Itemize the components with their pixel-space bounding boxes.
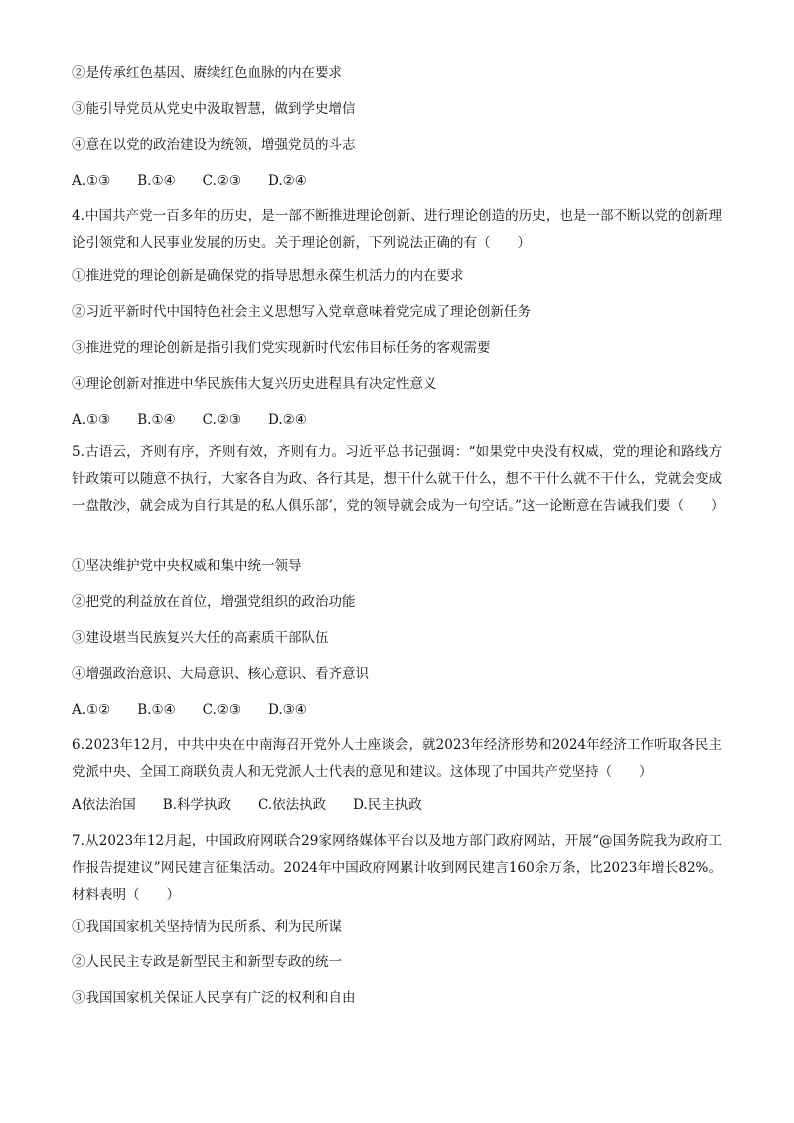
q4-options — [72, 411, 307, 429]
q5-option-c: C.②③ — [202, 702, 242, 718]
q3-option-c: C.②③ — [202, 173, 242, 189]
q7-statement-2: ②人民民主专政是新型民主和新型专政的统一 — [72, 954, 342, 970]
q6-option-a: A依法治国 — [72, 797, 136, 813]
q7-statement-3: ③我国国家机关保证人民享有广泛的权利和自由 — [72, 990, 356, 1006]
q4-statement-3: ③推进党的理论创新是指引我们党实现新时代宏伟目标任务的客观需要 — [72, 340, 491, 356]
q4-option-a: A.①③ — [72, 412, 111, 428]
q3-statement-2: ②是传承红色基因、赓续红色血脉的内在要求 — [72, 65, 342, 81]
q6-stem: 6.2023年12月，中共中央在中南海召开党外人士座谈会，就2023年经济形势和2024年经济工作听取各民主党派中央、全国工商联负责人和无党派人士代表的意见和建议。这体现了中国共产党坚持（ ） — [72, 737, 722, 780]
q5-option-a: A.①② — [72, 702, 111, 718]
q5-statement-3: ③建设堪当民族复兴大任的高素质干部队伍 — [72, 630, 329, 646]
q6-options — [72, 796, 422, 814]
q6-option-c: C.依法执政 — [257, 797, 327, 813]
q4-option-d: D.②④ — [268, 412, 307, 428]
q5-option-b: B.①④ — [137, 702, 176, 718]
q4-statement-1: ①推进党的理论创新是确保党的指导思想永葆生机活力的内在要求 — [72, 268, 464, 284]
q7-statement-1: ①我国国家机关坚持情为民所系、利为民所谋 — [72, 919, 342, 935]
q7-stem: 7.从2023年12月起，中国政府网联合29家网络媒体平台以及地方部门政府网站，开展“@国务院我为政府工作报告提建议”网民建言征集活动。2024年中国政府网累计收到网民建言160余万条，比2023年增长82%。材料表明（ ） — [72, 833, 722, 903]
q5-statement-1: ①坚决维护党中央权威和集中统一领导 — [72, 558, 302, 574]
q3-options — [72, 172, 307, 190]
q3-statement-4: ④意在以党的政治建设为统领，增强党员的斗志 — [72, 137, 356, 153]
q4-option-c: C.②③ — [202, 412, 242, 428]
q5-stem: 5.古语云，齐则有序，齐则有效，齐则有力。习近平总书记强调：“如果党中央没有权威，党的理论和路线方针政策可以随意不执行，大家各自为政、各行其是，想干什么就干什么，想不干什么就不干什么，党就会变成一盘散沙，就会成为自行其是的私人俱乐部’，党的领导就会成为一句空话。”这一论断意在告诫我们要（ ） — [72, 444, 725, 514]
q6-option-b: B.科学执政 — [162, 797, 231, 813]
q4-stem: 4.中国共产党一百多年的历史，是一部不断推进理论创新、进行理论创造的历史，也是一部不断以党的创新理论引领党和人民事业发展的历史。关于理论创新，下列说法正确的有（ ） — [72, 208, 722, 251]
q3-statement-3: ③能引导党员从党史中汲取智慧，做到学史增信 — [72, 101, 356, 117]
q4-statement-4: ④理论创新对推进中华民族伟大复兴历史进程具有决定性意义 — [72, 376, 437, 392]
q5-statement-4: ④增强政治意识、大局意识、核心意识、看齐意识 — [72, 666, 369, 682]
q3-option-b: B.①④ — [137, 173, 176, 189]
q6-option-d: D.民主执政 — [353, 797, 422, 813]
q3-option-d: D.②④ — [268, 173, 307, 189]
q3-option-a: A.①③ — [72, 173, 111, 189]
q4-option-b: B.①④ — [137, 412, 176, 428]
q4-statement-2: ②习近平新时代中国特色社会主义思想写入党章意味着党完成了理论创新任务 — [72, 304, 531, 320]
q5-option-d: D.③④ — [268, 702, 307, 718]
q5-statement-2: ②把党的利益放在首位，增强党组织的政治功能 — [72, 594, 356, 610]
q5-options — [72, 701, 307, 719]
